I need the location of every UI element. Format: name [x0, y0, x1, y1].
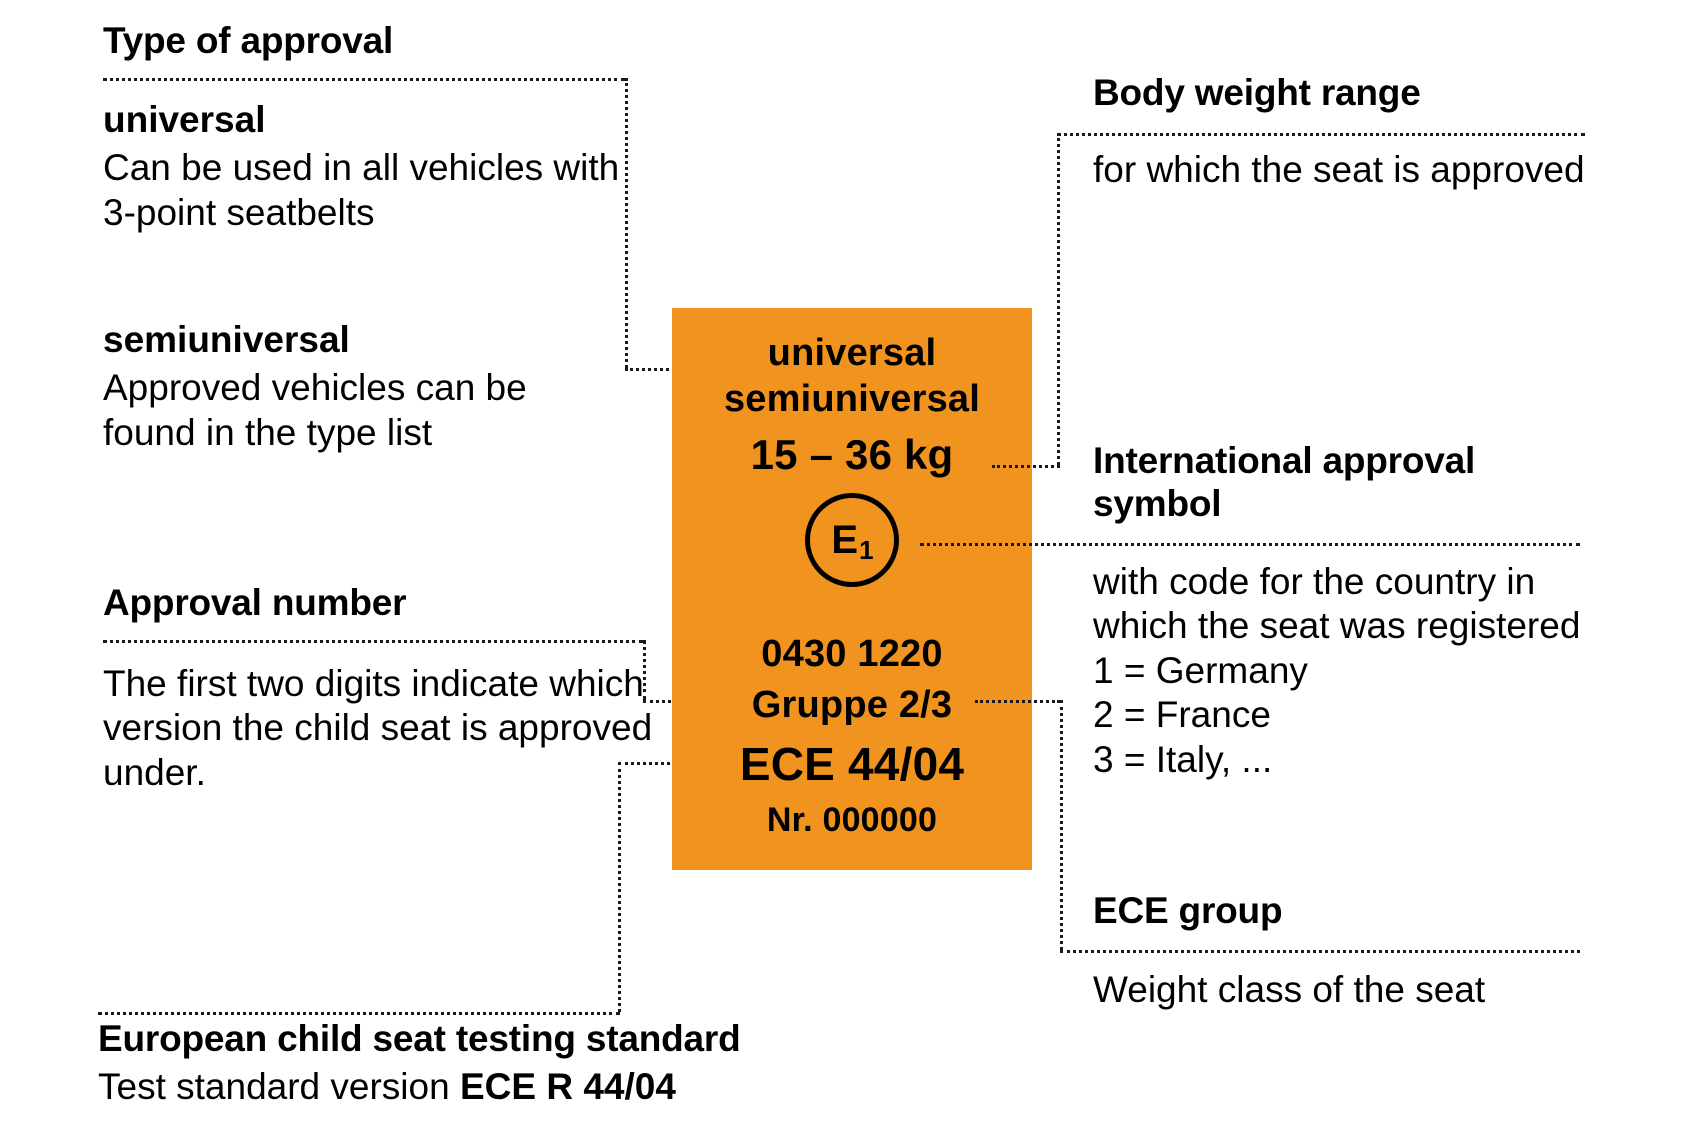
label-group: Gruppe 2/3 — [751, 683, 953, 726]
callout-approval-number — [103, 582, 723, 625]
testing-standard-underline — [98, 1012, 620, 1015]
universal-text: Can be used in all vehicles with 3-point seatbelts — [103, 147, 620, 233]
label-approval-symbol-letter: E — [831, 517, 859, 562]
type-of-approval-connector-vertical — [625, 78, 628, 368]
callout-type-of-approval — [103, 20, 663, 63]
callout-semiuniversal — [103, 318, 623, 455]
semiuniversal-text: Approved vehicles can be found in the type list — [103, 367, 527, 453]
body-weight-range-heading: Body weight range — [1093, 72, 1421, 113]
approval-number-body — [103, 662, 703, 795]
type-of-approval-heading: Type of approval — [103, 20, 394, 61]
international-symbol-heading-line1: International approval — [1093, 440, 1476, 481]
ece-group-body — [1093, 968, 1693, 1012]
testing-standard-connector-vertical — [618, 762, 621, 1012]
label-approval-symbol — [805, 493, 899, 587]
label-universal: universal — [767, 332, 937, 374]
approval-number-heading: Approval number — [103, 582, 407, 623]
ece-group-underline — [1060, 950, 1580, 953]
label-approval-symbol-text — [831, 517, 874, 565]
ece-group-connector-horizontal-top — [975, 700, 1060, 703]
label-semiuniversal: semiuniversal — [723, 378, 981, 421]
international-symbol-heading-line2: symbol — [1093, 482, 1222, 524]
international-symbol-body — [1093, 560, 1700, 782]
international-symbol-text-line2: which the seat was registered — [1093, 605, 1581, 647]
body-weight-range-body — [1093, 148, 1693, 192]
type-of-approval-underline — [103, 78, 625, 81]
ece-approval-label — [672, 308, 1032, 870]
testing-standard-heading: European child seat testing standard — [98, 1018, 741, 1059]
international-symbol-connector — [920, 543, 1580, 546]
ece-group-heading: ECE group — [1093, 890, 1283, 931]
body-weight-range-underline — [1057, 133, 1585, 136]
country-code-3: 3 = Italy, ... — [1093, 738, 1273, 780]
label-serial: Nr. 000000 — [766, 800, 938, 839]
type-of-approval-connector-horizontal — [625, 368, 675, 371]
body-weight-range-connector-horizontal — [992, 465, 1060, 468]
universal-title: universal — [103, 99, 266, 140]
label-approval-number: 0430 1220 — [761, 632, 943, 675]
label-approval-symbol-digit: 1 — [859, 534, 874, 565]
body-weight-range-connector-vertical — [1057, 133, 1060, 465]
body-weight-range-text: for which the seat is approved — [1093, 149, 1585, 190]
testing-standard-text-prefix: Test standard version — [98, 1065, 460, 1107]
label-weight-range: 15 – 36 kg — [750, 430, 954, 478]
callout-ece-group — [1093, 890, 1693, 933]
ece-group-connector-vertical — [1060, 700, 1063, 950]
testing-standard-text-strong: ECE R 44/04 — [459, 1065, 676, 1107]
approval-number-text: The first two digits indicate which version the child seat is approved under. — [103, 663, 653, 793]
approval-number-underline — [103, 640, 643, 643]
callout-universal — [103, 98, 623, 235]
callout-testing-standard — [98, 1018, 938, 1109]
callout-body-weight-range — [1093, 72, 1700, 115]
international-symbol-text-line1: with code for the country in — [1093, 561, 1536, 602]
ece-group-text: Weight class of the seat — [1093, 969, 1486, 1010]
testing-standard-text — [98, 1065, 938, 1109]
semiuniversal-title: semiuniversal — [103, 319, 350, 360]
country-code-1: 1 = Germany — [1093, 649, 1308, 691]
label-standard: ECE 44/04 — [739, 737, 965, 790]
callout-international-symbol — [1093, 440, 1700, 526]
country-code-2: 2 = France — [1093, 694, 1271, 736]
